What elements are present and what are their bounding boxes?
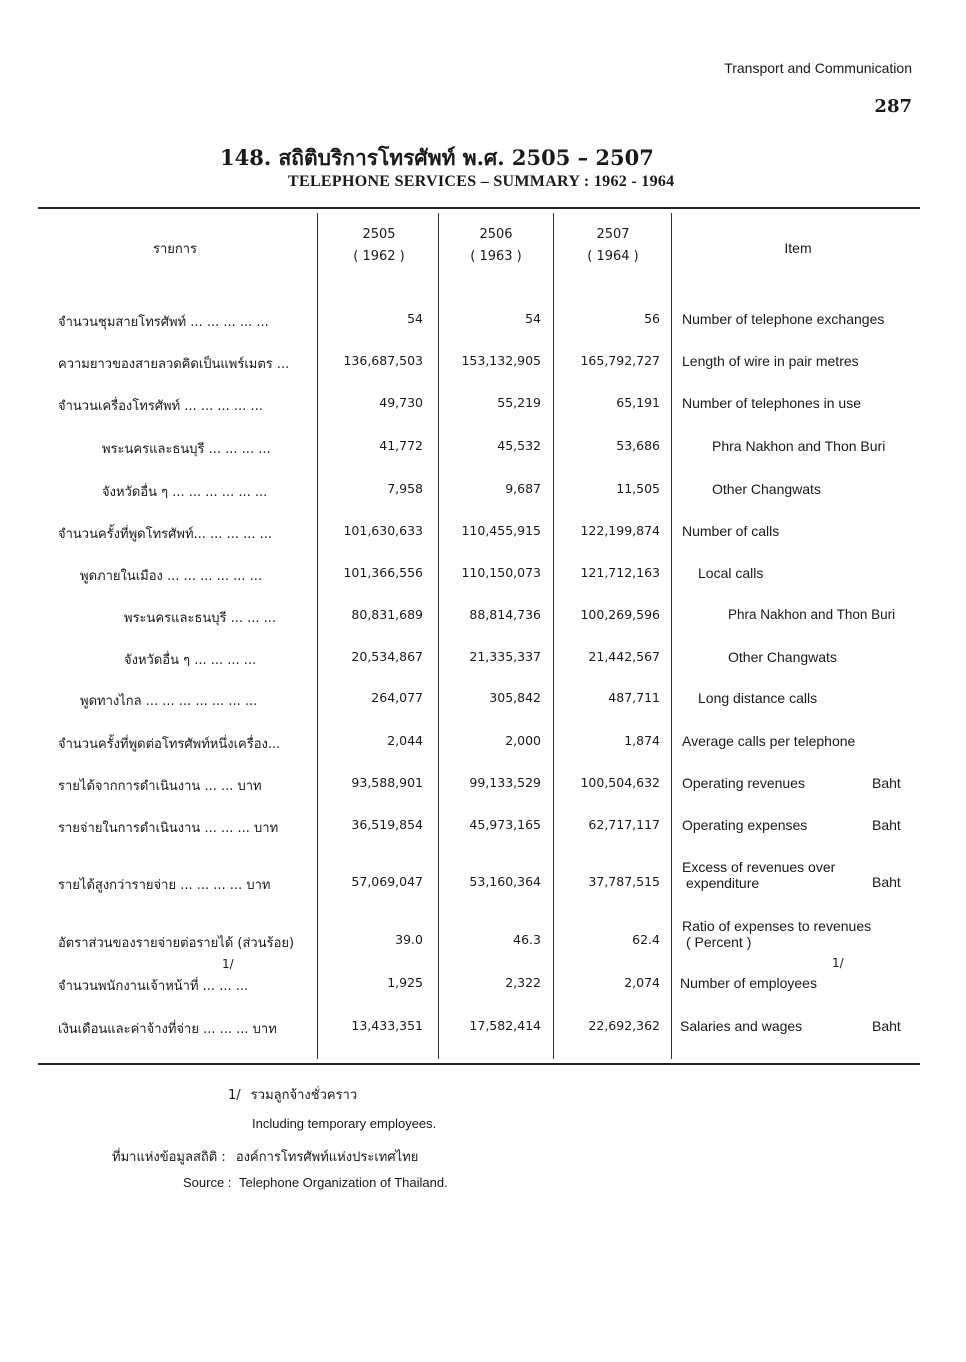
row-label-thai: จำนวนครั้งที่พูดต่อโทรศัพท์หนึ่งเครื่อง...: [58, 737, 281, 752]
table-row: [0, 438, 966, 468]
value-1964: 121,712,163: [580, 565, 660, 580]
value-1962: 80,831,689: [351, 607, 423, 622]
source-thai: [112, 1146, 418, 1167]
row-label-thai: จำนวนครั้งที่พูดโทรศัพท์... ... ... ... ...: [58, 527, 273, 542]
value-1963: 45,532: [497, 438, 541, 453]
value-1963: 46.3: [513, 932, 541, 947]
value-1962: 7,958: [387, 481, 423, 496]
value-1962: 101,630,633: [343, 523, 423, 538]
source-label-thai: ที่มาแห่งข้อมูลสถิติ :: [112, 1150, 226, 1165]
value-1964: 62,717,117: [588, 817, 660, 832]
table-row: [0, 775, 966, 805]
row-label-english: Other Changwats: [712, 481, 821, 497]
unit-label: Baht: [872, 874, 901, 890]
value-1964: 2,074: [624, 975, 660, 990]
value-1963: 305,842: [489, 690, 541, 705]
row-label-thai: ความยาวของสายลวดคิดเป็นแพร์เมตร ...: [58, 357, 290, 372]
row-label-thai: อัตราส่วนของรายจ่ายต่อรายได้ (ส่วนร้อย): [58, 936, 295, 951]
value-1964: 100,504,632: [580, 775, 660, 790]
table-row: [0, 956, 966, 1005]
page-number: 287: [874, 96, 912, 117]
table-row: [0, 395, 966, 425]
row-label-english: Number of telephone exchanges: [682, 311, 885, 327]
unit-label: Baht: [872, 1018, 901, 1034]
value-1963: 2,322: [505, 975, 541, 990]
row-label-thai: จำนวนชุมสายโทรศัพท์ ... ... ... ... ...: [58, 315, 269, 330]
value-1964: 56: [644, 311, 660, 326]
year-ce: ( 1964 ): [587, 249, 639, 264]
value-1962: 1,925: [387, 975, 423, 990]
value-1962: 41,772: [379, 438, 423, 453]
value-1962: 39.0: [395, 932, 423, 947]
value-1964: 165,792,727: [580, 353, 660, 368]
footnote-thai: รวมลูกจ้างชั่วคราว: [250, 1088, 358, 1103]
table-row: [0, 918, 966, 962]
value-1963: 153,132,905: [461, 353, 541, 368]
source-value-thai: องค์การโทรศัพท์แห่งประเทศไทย: [235, 1150, 419, 1165]
row-label-english: Phra Nakhon and Thon Buri: [712, 438, 886, 454]
row-label-thai: จำนวนพนักงานเจ้าหน้าที่ ... ... ...: [58, 979, 249, 994]
year-ce: ( 1963 ): [470, 249, 522, 264]
row-label-thai: จังหวัดอื่น ๆ ... ... ... ... ... ...: [102, 485, 268, 500]
row-label-english: Phra Nakhon and Thon Buri: [728, 607, 896, 622]
row-label-english-line2: ( Percent ): [686, 934, 752, 950]
value-1964: 65,191: [616, 395, 660, 410]
table-row: [0, 353, 966, 383]
row-label-english: Length of wire in pair metres: [682, 353, 859, 369]
table-row: [0, 311, 966, 341]
table-row: [0, 1018, 966, 1048]
column-header-year-2: [440, 224, 552, 268]
row-label-english: Number of employees: [680, 975, 817, 991]
table-row: [0, 733, 966, 763]
column-header-english-item: Item: [784, 240, 812, 256]
table-row: [0, 817, 966, 847]
row-label-thai: รายได้สูงกว่ารายจ่าย ... ... ... ... บาท: [58, 878, 271, 893]
year-be: 2506: [479, 227, 513, 242]
row-label-english: Salaries and wages: [680, 1018, 803, 1034]
year-ce: ( 1962 ): [353, 249, 405, 264]
value-1963: 17,582,414: [469, 1018, 541, 1033]
value-1962: 57,069,047: [351, 874, 423, 889]
footnote-english: Including temporary employees.: [252, 1116, 437, 1131]
column-header-year-1: [320, 224, 438, 268]
value-1962: 13,433,351: [351, 1018, 423, 1033]
row-label-thai: รายจ่ายในการดำเนินงาน ... ... ... บาท: [58, 821, 279, 836]
unit-label: Baht: [872, 817, 901, 833]
value-1963: 55,219: [497, 395, 541, 410]
value-1964: 11,505: [616, 481, 660, 496]
unit-label: Baht: [872, 775, 901, 791]
row-label-english: Operating revenues: [682, 775, 805, 791]
value-1963: 21,335,337: [469, 649, 541, 664]
source-label-english: Source :: [183, 1175, 232, 1190]
table-row: [0, 690, 966, 720]
table-row: [0, 565, 966, 595]
year-be: 2505: [362, 227, 396, 242]
value-1963: 54: [525, 311, 541, 326]
row-label-english: Operating expenses: [682, 817, 808, 833]
value-1962: 101,366,556: [343, 565, 423, 580]
value-1964: 1,874: [624, 733, 660, 748]
table-row: [0, 481, 966, 511]
value-1963: 88,814,736: [469, 607, 541, 622]
table-row: [0, 649, 966, 679]
value-1964: 53,686: [616, 438, 660, 453]
value-1964: 100,269,596: [580, 607, 660, 622]
row-label-english-line2: expenditure: [686, 875, 760, 891]
row-label-thai: รายได้จากการดำเนินงาน ... ... บาท: [58, 779, 262, 794]
value-1963: 53,160,364: [469, 874, 541, 889]
value-1962: 136,687,503: [343, 353, 423, 368]
value-1963: 110,455,915: [461, 523, 541, 538]
table-title-english: TELEPHONE SERVICES – SUMMARY : 1962 - 1964: [288, 173, 675, 190]
footnote-marker: 1/: [832, 956, 844, 970]
source-english: [183, 1175, 448, 1190]
table-title-thai: 148. สถิติบริการโทรศัพท์ พ.ศ. 2505 – 2507: [220, 145, 654, 170]
footnote-marker: 1/: [222, 957, 234, 971]
value-1962: 20,534,867: [351, 649, 423, 664]
row-label-english: Average calls per telephone: [682, 733, 856, 749]
table-top-rule: [38, 207, 920, 209]
row-label-thai: เงินเดือนและค่าจ้างที่จ่าย ... ... ... บาท: [58, 1022, 277, 1037]
row-label-thai: พระนครและธนบุรี ... ... ...: [124, 611, 277, 626]
row-label-thai: พูดทางไกล ... ... ... ... ... ... ...: [80, 694, 258, 709]
value-1964: 22,692,362: [588, 1018, 660, 1033]
value-1962: 36,519,854: [351, 817, 423, 832]
value-1963: 45,973,165: [469, 817, 541, 832]
value-1964: 487,711: [608, 690, 660, 705]
value-1963: 110,150,073: [461, 565, 541, 580]
value-1964: 122,199,874: [580, 523, 660, 538]
value-1962: 49,730: [379, 395, 423, 410]
row-label-thai: พูดภายในเมือง ... ... ... ... ... ...: [80, 569, 263, 584]
row-label-thai: จังหวัดอื่น ๆ ... ... ... ...: [124, 653, 257, 668]
value-1962: 2,044: [387, 733, 423, 748]
value-1964: 62.4: [632, 932, 660, 947]
running-head: Transport and Communication: [724, 60, 912, 76]
row-label-thai: จำนวนเครื่องโทรศัพท์ ... ... ... ... ...: [58, 399, 263, 414]
table-row: [0, 523, 966, 553]
row-label-english: Ratio of expenses to revenues: [682, 918, 872, 934]
source-value-english: Telephone Organization of Thailand.: [239, 1175, 448, 1190]
row-label-english: Long distance calls: [698, 690, 818, 706]
column-header-year-3: [556, 224, 670, 268]
table-row: [0, 859, 966, 904]
value-1962: 264,077: [371, 690, 423, 705]
footnote: [228, 1084, 357, 1105]
table-row: [0, 607, 966, 637]
row-label-english: Excess of revenues over: [682, 859, 836, 875]
row-label-thai: พระนครและธนบุรี ... ... ... ...: [102, 442, 271, 457]
value-1962: 54: [407, 311, 423, 326]
row-label-english: Local calls: [698, 565, 764, 581]
value-1963: 9,687: [505, 481, 541, 496]
value-1963: 2,000: [505, 733, 541, 748]
value-1963: 99,133,529: [469, 775, 541, 790]
row-label-english: Other Changwats: [728, 649, 837, 665]
year-be: 2507: [596, 227, 630, 242]
value-1964: 21,442,567: [588, 649, 660, 664]
table-bottom-rule: [38, 1063, 920, 1065]
value-1964: 37,787,515: [588, 874, 660, 889]
value-1962: 93,588,901: [351, 775, 423, 790]
row-label-english: Number of telephones in use: [682, 395, 861, 411]
footnote-marker: 1/: [228, 1088, 241, 1103]
column-header-thai-item: รายการ: [152, 242, 198, 257]
row-label-english: Number of calls: [682, 523, 780, 539]
